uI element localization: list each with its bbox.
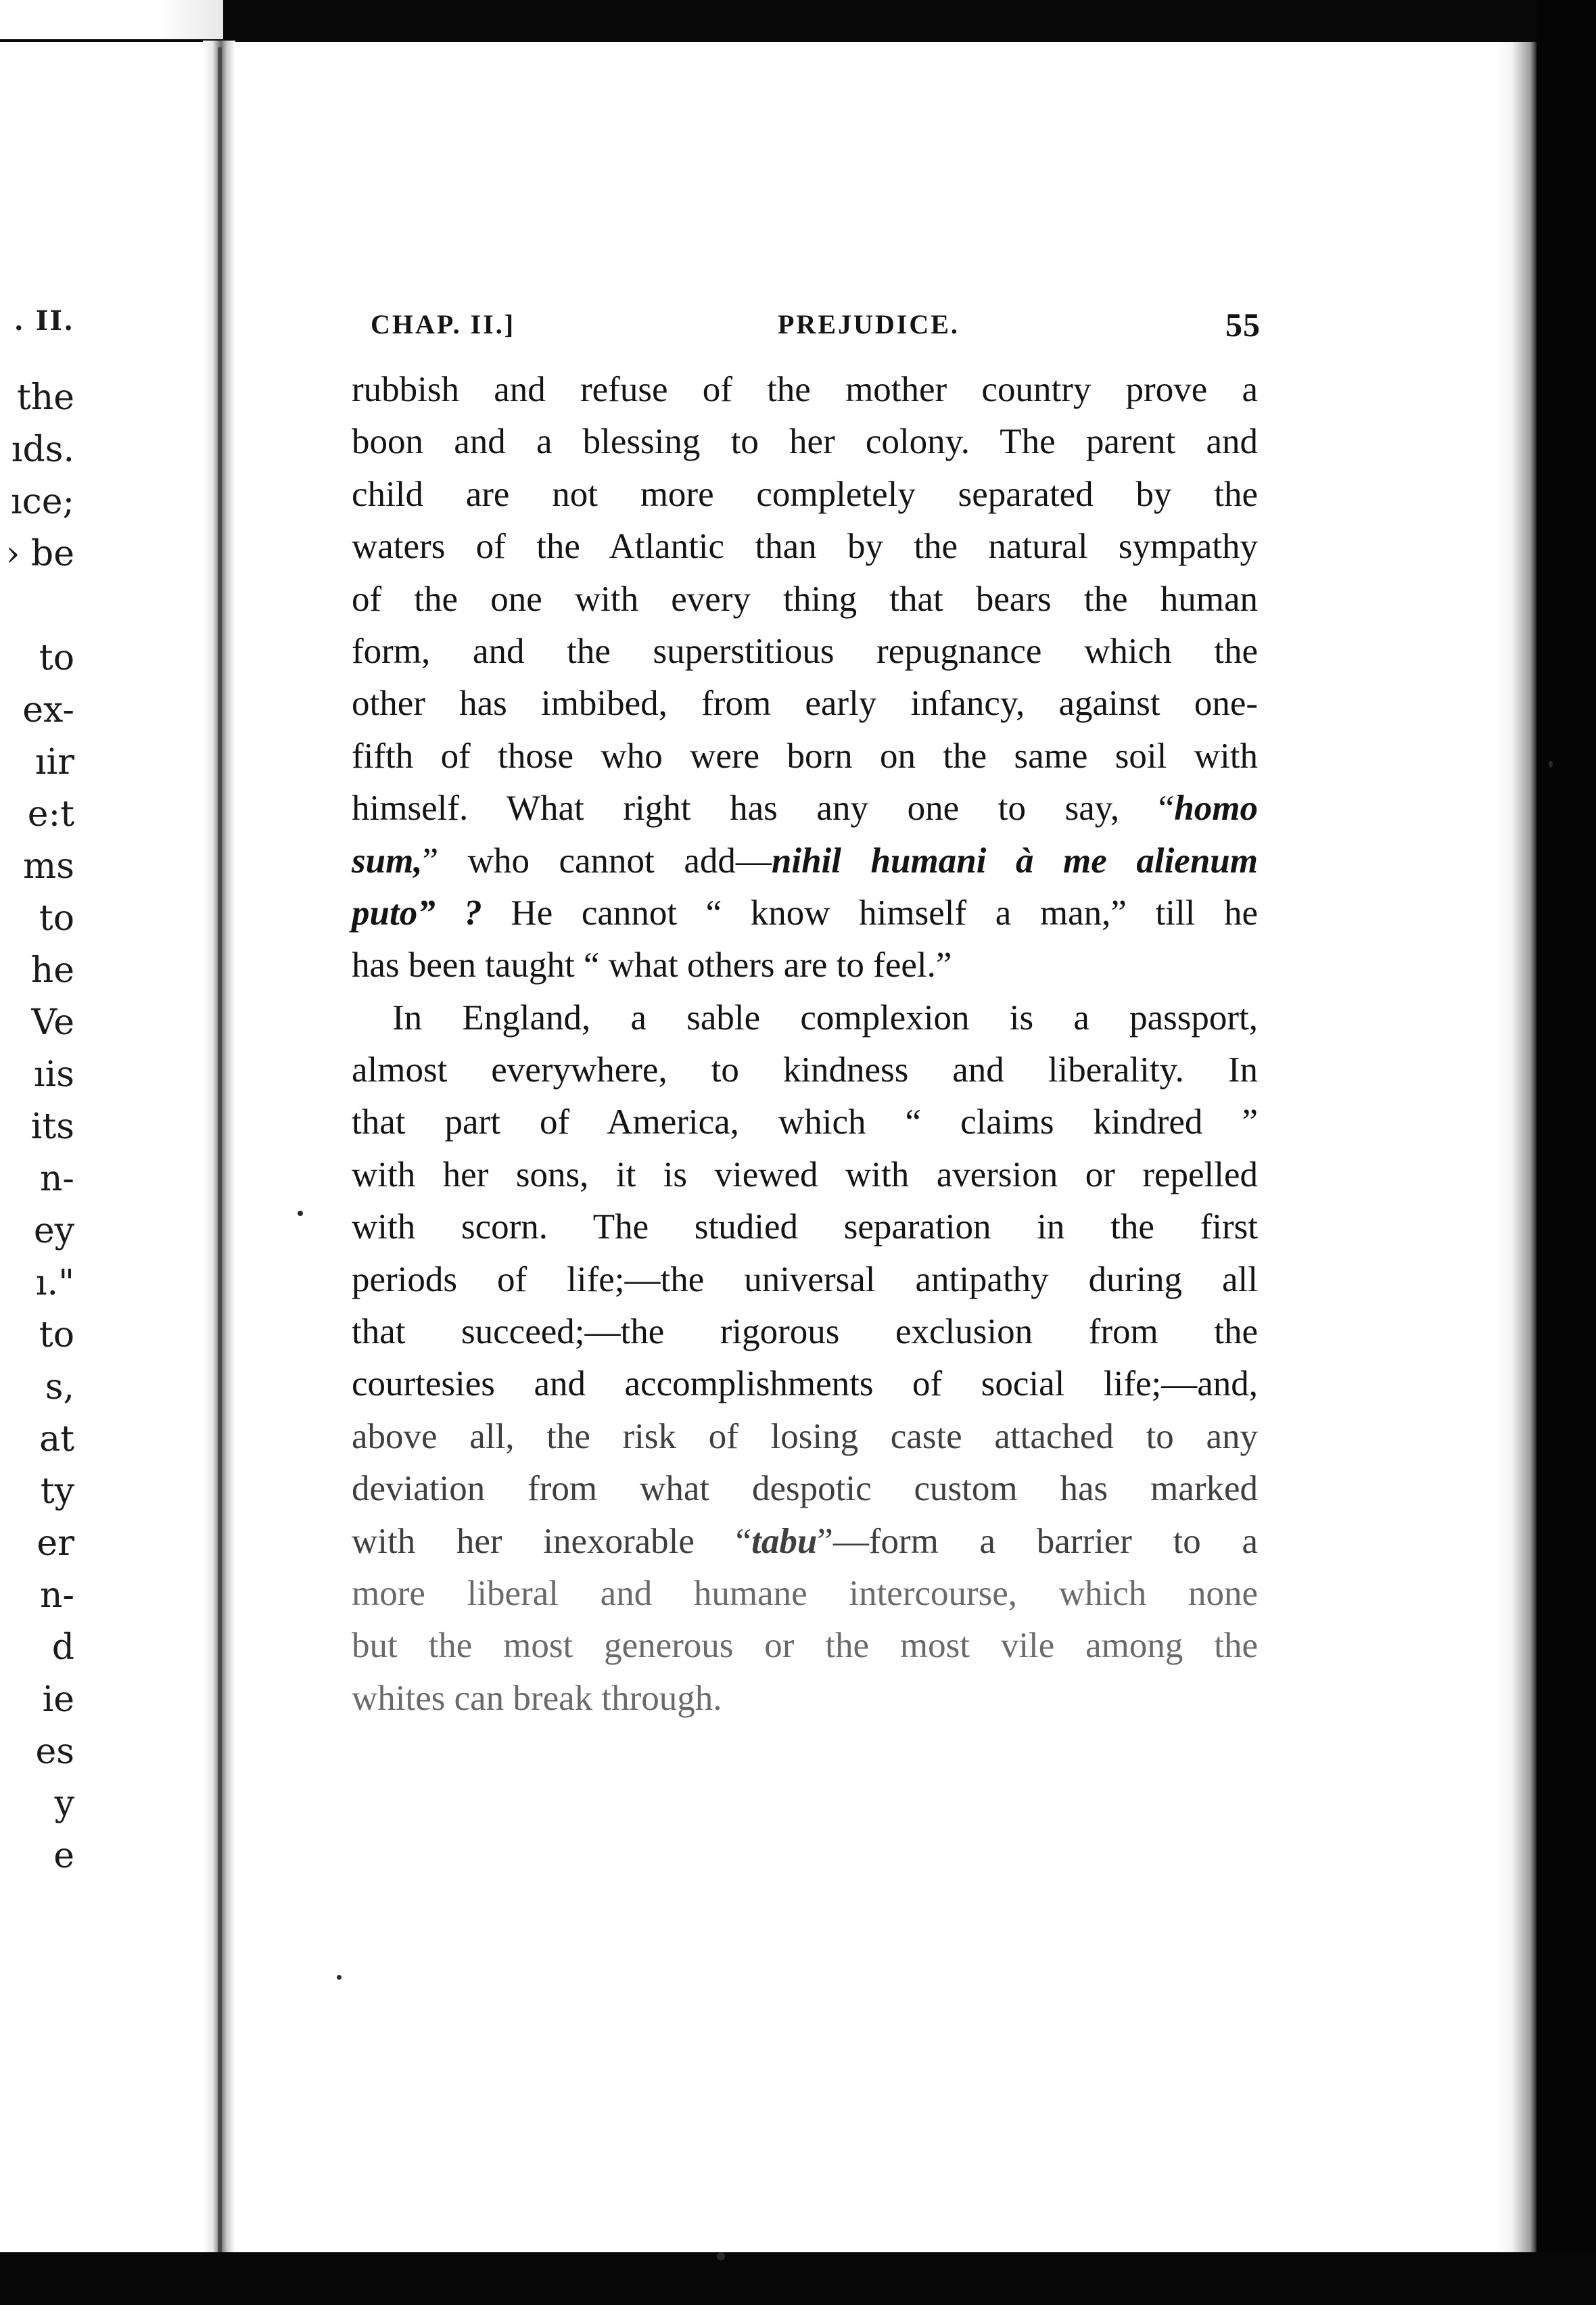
text-line: with her sons, it is viewed with aversion or repelled bbox=[352, 1155, 1258, 1194]
text-line: rubbish and refuse of the mother country prove a bbox=[352, 370, 1258, 409]
left-line bbox=[0, 580, 74, 632]
latin-homo: homo bbox=[1174, 789, 1258, 829]
left-line: ıir bbox=[34, 742, 74, 783]
paper-speck bbox=[717, 2252, 725, 2260]
text-line: In England, a sable complexion is a passport, bbox=[392, 998, 1258, 1038]
text-segment: He cannot “ know himself a man,” till he bbox=[511, 893, 1259, 933]
left-line: ms bbox=[23, 846, 74, 887]
scan-border-right bbox=[1536, 0, 1596, 2305]
text-line: that part of America, which “ claims kindred ” bbox=[352, 1102, 1258, 1142]
left-line: ty bbox=[40, 1471, 74, 1512]
left-line: ie bbox=[42, 1679, 74, 1720]
running-head bbox=[352, 298, 1261, 352]
left-line: y bbox=[54, 1784, 74, 1824]
left-line: to bbox=[39, 638, 74, 678]
text-line: child are not more completely separated by the bbox=[352, 474, 1258, 514]
text-line: that succeed;—the rigorous exclusion from the bbox=[352, 1312, 1258, 1352]
left-line: ıds. bbox=[11, 429, 74, 470]
text-line-tabu bbox=[352, 1516, 1258, 1568]
right-page bbox=[352, 298, 1261, 1725]
left-line: es bbox=[35, 1731, 74, 1772]
text-line: almost everywhere, to kindness and liberality. In bbox=[352, 1050, 1258, 1090]
scan-border-top-light bbox=[0, 0, 223, 39]
left-line: ey bbox=[33, 1211, 74, 1251]
left-line: d bbox=[51, 1627, 74, 1668]
paper-speck bbox=[1549, 761, 1553, 768]
text-segment: who cannot add— bbox=[467, 841, 772, 881]
text-line: but the most generous or the most vile among the bbox=[352, 1626, 1258, 1666]
text-line: other has imbibed, from early infancy, against one- bbox=[352, 684, 1258, 724]
left-line: er bbox=[37, 1523, 74, 1564]
text-line: above all, the risk of losing caste attached to any bbox=[352, 1416, 1258, 1456]
page-number: 55 bbox=[1225, 306, 1261, 344]
text-segment: himself. What right has any one to say, “ bbox=[352, 789, 1175, 829]
text-line: courtesies and accomplishments of social life;—and, bbox=[352, 1364, 1258, 1404]
text-line: whites can break through. bbox=[352, 1678, 722, 1718]
latin-puto: puto bbox=[352, 893, 418, 933]
left-running-head: . II. bbox=[14, 305, 74, 337]
left-line: n- bbox=[39, 1159, 74, 1199]
chapter-label: CHAP. II.] bbox=[371, 309, 516, 340]
left-line: to bbox=[39, 898, 74, 939]
text-line: with scorn. The studied separation in the first bbox=[352, 1207, 1258, 1247]
text-line: deviation from what despotic custom has marked bbox=[352, 1469, 1258, 1509]
chapter-title: PREJUDICE. bbox=[778, 309, 960, 340]
left-page-fragment bbox=[0, 298, 74, 1882]
left-line: its bbox=[30, 1107, 74, 1147]
latin-nihil: nihil humani à me alienum bbox=[771, 841, 1259, 881]
text-line: more liberal and humane intercourse, which none bbox=[352, 1573, 1258, 1613]
text-line: fifth of those who were born on the same soil with bbox=[352, 736, 1258, 776]
text-line: waters of the Atlantic than by the natural sympathy bbox=[352, 527, 1258, 567]
text-line: form, and the superstitious repugnance which the bbox=[352, 631, 1258, 671]
text-line: boon and a blessing to her colony. The parent and bbox=[352, 422, 1258, 462]
text-line-latin: sum,” who cannot add—nihil humani à me alienum bbox=[352, 841, 1259, 881]
gutter-fold-line bbox=[218, 47, 222, 2259]
left-line: he bbox=[30, 950, 74, 991]
paper-speck bbox=[298, 1211, 303, 1216]
left-line: to bbox=[39, 1315, 74, 1355]
text-line: has been taught “ what others are to feel.” bbox=[352, 946, 952, 985]
text-line: of the one with every thing that bears the human bbox=[352, 579, 1258, 619]
text-segment: ”—form a barrier to a bbox=[817, 1521, 1258, 1561]
latin-puto-close: ” ? bbox=[417, 893, 482, 933]
left-line: s, bbox=[45, 1367, 74, 1407]
left-line: n- bbox=[39, 1575, 74, 1616]
page-body bbox=[352, 364, 1258, 1725]
text-line-puto bbox=[352, 887, 1258, 939]
scan-border-top bbox=[0, 0, 1596, 42]
left-line: e:t bbox=[27, 794, 74, 835]
left-line: ı." bbox=[35, 1263, 74, 1303]
text-line: periods of life;—the universal antipathy during all bbox=[352, 1259, 1258, 1299]
scan-border-bottom bbox=[0, 2252, 1596, 2305]
left-line: ıce; bbox=[10, 482, 74, 522]
latin-sum: sum, bbox=[352, 841, 423, 881]
paper-speck bbox=[337, 1975, 342, 1980]
left-line: Ve bbox=[31, 1002, 74, 1043]
word-tabu: tabu bbox=[751, 1521, 818, 1561]
left-line: the bbox=[16, 377, 74, 418]
page-edge-shadow bbox=[1496, 42, 1536, 2260]
left-line: ıis bbox=[34, 1054, 74, 1095]
left-line: e bbox=[53, 1836, 74, 1876]
text-segment: with her inexorable “ bbox=[352, 1521, 752, 1561]
left-line: ex- bbox=[22, 690, 74, 730]
left-line: › be bbox=[5, 534, 74, 574]
text-line-homo bbox=[352, 783, 1258, 835]
left-line: at bbox=[39, 1419, 74, 1460]
